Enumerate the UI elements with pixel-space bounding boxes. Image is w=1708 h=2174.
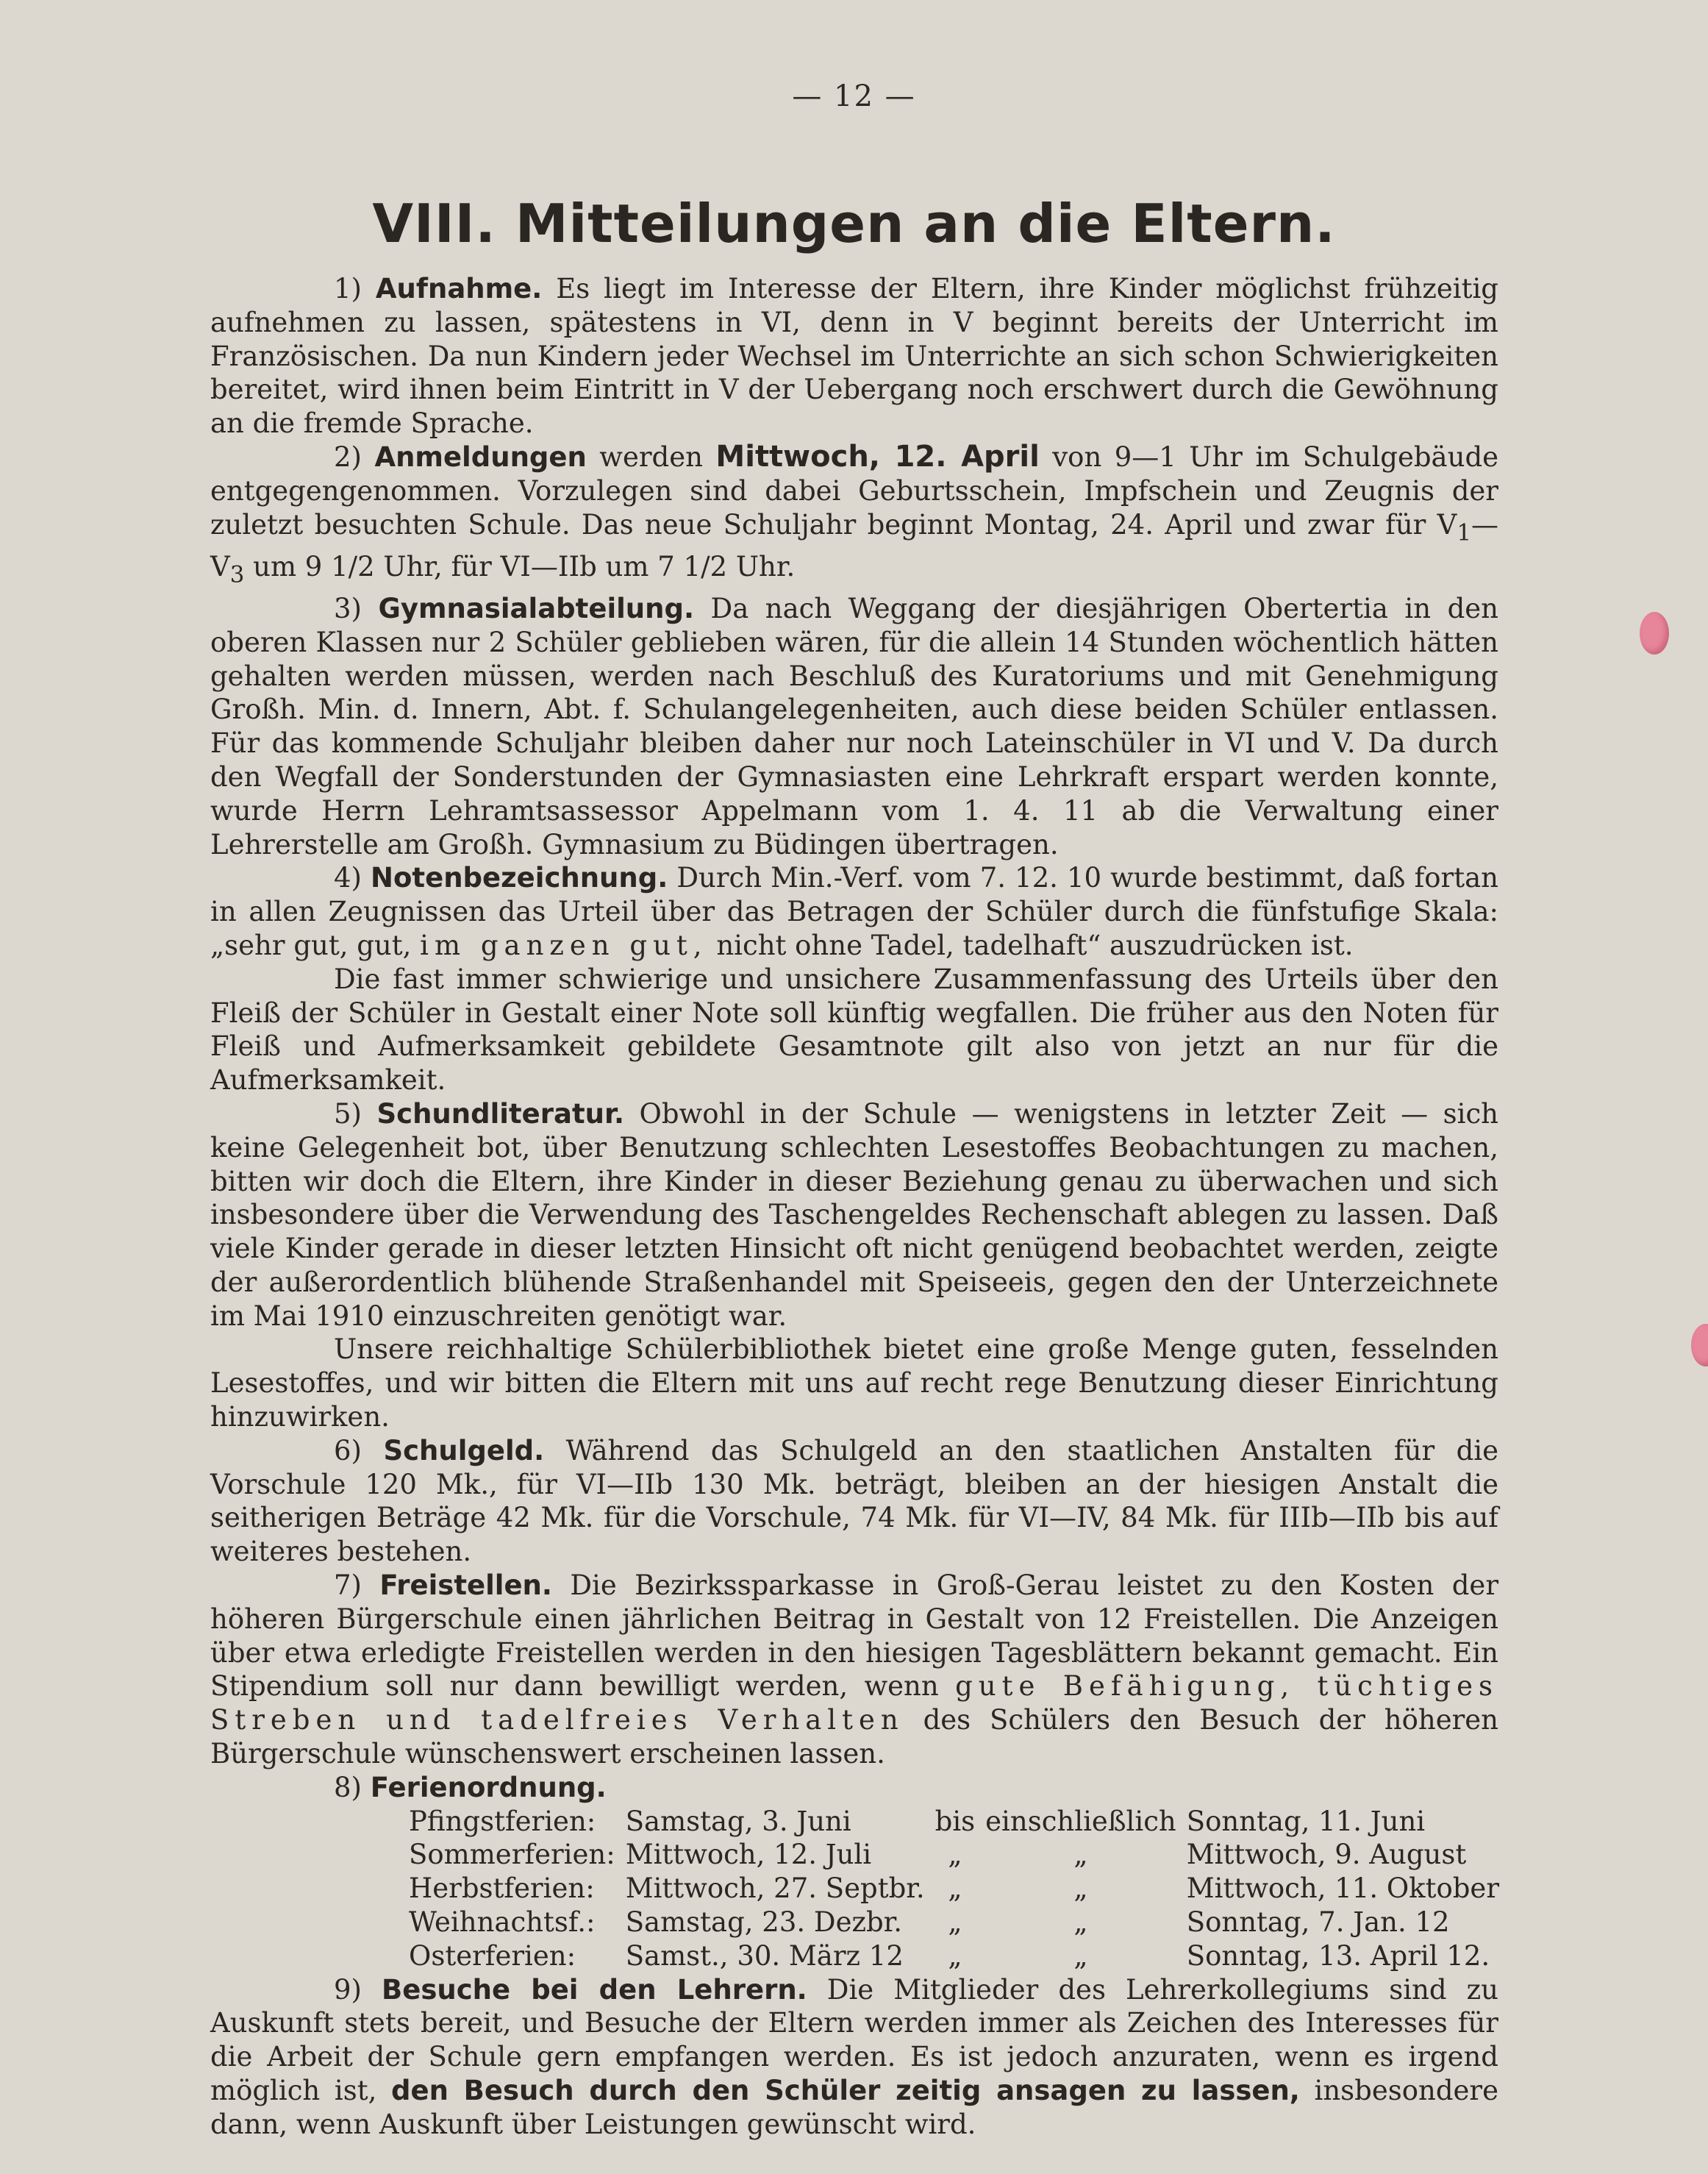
ferien-cell-mid2: „ — [1073, 1906, 1088, 1939]
ferien-row — [409, 1805, 1509, 1839]
section-schulgeld: 6) Schulgeld. Während das Schulgeld an den staatlichen Anstalten für die Vorschule 120 Mk., für VI—IIb 130 Mk. beträgt, bleiben an der hiesigen Anstalt die seitherigen Beträge 42 Mk. für die Vorschule, 74 Mk. für VI—IV, 84 Mk. für IIIb—IIb bis auf weiteres bestehen. — [210, 1434, 1498, 1568]
ferien-cell-name: Weihnachtsf.: — [409, 1906, 596, 1939]
section-ferienordnung: 8) Ferienordnung. — [334, 1771, 607, 1803]
ferien-table — [409, 1805, 1509, 1973]
ferien-cell-to: Sonntag, 11. Juni — [1186, 1805, 1426, 1837]
section-schundliteratur-p2: Unsere reichhaltige Schülerbibliothek bietet eine große Menge guten, fesselnden Lesestoffes, und wir bitten die Eltern mit uns auf recht rege Benutzung dieser Einrichtung hinzuwirken. — [210, 1333, 1498, 1433]
ferien-cell-to: Sonntag, 13. April 12. — [1186, 1939, 1490, 1972]
ferien-row — [409, 1939, 1509, 1973]
page-number: — 12 — — [792, 79, 916, 113]
ferien-row — [409, 1906, 1509, 1939]
ferien-cell-mid2: „ — [1073, 1839, 1088, 1871]
ferien-row — [409, 1872, 1509, 1906]
section-notenbezeichnung: 4) Notenbezeichnung. Durch Min.-Verf. vom 7. 12. 10 wurde bestimmt, daß fortan in allen Zeugnissen das Urteil über das Betragen der Schüler durch die fünfstufige Skala: „sehr gut, gut, im ganzen gut, nicht ohne Tadel, tadelhaft“ auszudrücken ist. — [210, 862, 1498, 961]
ferien-cell-to: Mittwoch, 11. Oktober — [1186, 1872, 1500, 1905]
section-freistellen: 7) Freistellen. Die Bezirkssparkasse in Groß-Gerau leistet zu den Kosten der höheren Bürgerschule einen jährlichen Beitrag in Gestalt von 12 Freistellen. Die Anzeigen über etwa erledigte Freistellen werden in den hiesigen Tagesblättern bekannt gemacht. Ein Stipendium soll nur dann bewilligt werden, wenn gute Befähigung, tüchtiges Streben und tadelfreies Verhalten des Schülers den Besuch der höheren Bürgerschule wünschenswert erscheinen lassen. — [210, 1569, 1499, 1770]
punch-hole-lower — [1691, 1324, 1708, 1366]
ferien-cell-from: Samst., 30. März 12 — [625, 1939, 904, 1972]
ferien-cell-from: Samstag, 3. Juni — [625, 1805, 851, 1837]
punch-hole-upper — [1640, 612, 1669, 655]
document-body — [210, 272, 1498, 2142]
page-title: VIII. Mitteilungen an die Eltern. — [372, 193, 1336, 254]
ferien-cell-name: Pfingstferien: — [409, 1805, 596, 1837]
ferien-cell-from: Mittwoch, 12. Juli — [625, 1839, 872, 1871]
ferien-cell-mid2: „ — [1073, 1939, 1088, 1972]
ferien-cell-name: Herbstferien: — [409, 1872, 595, 1905]
section-schundliteratur: 5) Schundliteratur. Obwohl in der Schule — wenigstens in letzter Zeit — sich keine Gelegenheit bot, über Benutzung schlechten Lesestoffes Beobachtungen zu machen, bitten wir doch die Eltern, ihre Kinder in dieser Beziehung genau zu überwachen und sich insbesondere über die Verwendung des Taschengeldes Rechenschaft ablegen zu lassen. Daß viele Kinder gerade in dieser letzten Hinsicht oft nicht genügend beobachtet werden, zeigte der außerordentlich blühende Straßenhandel mit Speiseeis, gegen den der Unterzeichnete im Mai 1910 einzuschreiten genötigt war. — [210, 1097, 1498, 1332]
section-anmeldungen: 2) Anmeldungen werden Mittwoch, 12. April von 9—1 Uhr im Schulgebäude entgegengenommen. Vorzulegen sind dabei Geburtsschein, Impfschein und Zeugnis der zuletzt besuchten Schule. Das neue Schuljahr beginnt Montag, 24. April und zwar für $V_1—V_3$ um 9 1/2 Uhr, für VI—IIb um 7 1/2 Uhr. — [210, 439, 1499, 588]
ferien-cell-name: Osterferien: — [409, 1939, 576, 1972]
ferien-cell-name: Sommerferien: — [409, 1839, 615, 1871]
ferien-cell-to: Mittwoch, 9. August — [1186, 1839, 1467, 1871]
section-notenbezeichnung-p2: Die fast immer schwierige und unsichere Zusammenfassung des Urteils über den Fleiß der Schüler in Gestalt einer Note soll künftig wegfallen. Die früher aus den Noten für Fleiß und Aufmerksamkeit gebildete Gesamtnote gilt also von jetzt an nur für die Aufmerksamkeit. — [210, 963, 1498, 1097]
ferien-cell-from: Mittwoch, 27. Septbr. — [625, 1872, 925, 1905]
section-besuche: 9) Besuche bei den Lehrern. Die Mitglieder des Lehrerkollegiums sind zu Auskunft stets bereit, und Besuche der Eltern werden immer als Zeichen des Interesses für die Arbeit der Schule gern empfangen werden. Es ist jedoch anzuraten, wenn es irgend möglich ist, den Besuch durch den Schüler zeitig ansagen zu lassen, insbesondere dann, wenn Auskunft über Leistungen gewünscht wird. — [210, 1973, 1499, 2140]
ferien-cell-from: Samstag, 23. Dezbr. — [625, 1906, 903, 1939]
ferien-cell-mid1: „ — [948, 1839, 962, 1871]
ferien-cell-mid1: „ — [948, 1906, 962, 1939]
section-gymnasialabteilung: 3) Gymnasialabteilung. Da nach Weggang der diesjährigen Obertertia in den oberen Klassen nur 2 Schüler geblieben wären, für die allein 14 Stunden wöchentlich hätten gehalten werden müssen, werden nach Beschluß des Kuratoriums und mit Genehmigung Großh. Min. d. Innern, Abt. f. Schulangelegenheiten, auch diese beiden Schüler entlassen. Für das kommende Schuljahr bleiben daher nur noch Lateinschüler in VI und V. Da durch den Wegfall der Sonderstunden der Gymnasiasten eine Lehrkraft erspart werden konnte, wurde Herrn Lehramtsassessor Appelmann vom 1. 4. 11 ab die Verwaltung einer Lehrerstelle am Großh. Gymnasium zu Büdingen übertragen. — [210, 592, 1498, 860]
ferien-cell-mid2: „ — [1073, 1872, 1088, 1905]
ferien-cell-mid2: einschließlich — [985, 1805, 1176, 1837]
section-aufnahme: 1) Aufnahme. Es liegt im Interesse der Eltern, ihre Kinder möglichst frühzeitig aufnehmen zu lassen, spätestens in VI, denn in V beginnt bereits der Unterricht im Französischen. Da nun Kindern jeder Wechsel im Unterrichte an sich schon Schwierigkeiten bereitet, wird ihnen beim Eintritt in V der Uebergang noch erschwert durch die Gewöhnung an die fremde Sprache. — [210, 273, 1498, 440]
ferien-cell-mid1: „ — [948, 1872, 962, 1905]
ferien-cell-mid1: bis — [935, 1805, 976, 1837]
ferien-cell-to: Sonntag, 7. Jan. 12 — [1186, 1906, 1450, 1939]
ferien-row — [409, 1838, 1509, 1872]
ferien-cell-mid1: „ — [948, 1939, 962, 1972]
